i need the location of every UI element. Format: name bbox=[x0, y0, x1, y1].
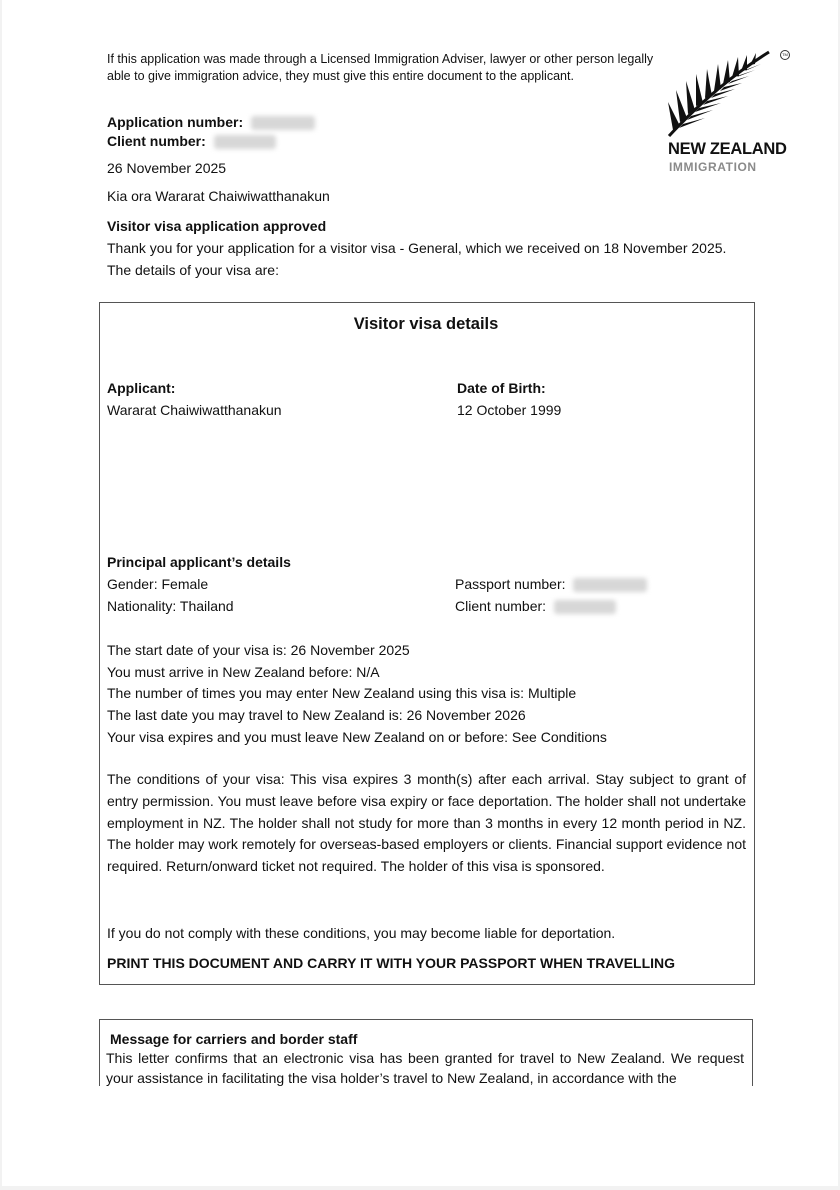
carrier-message-text: This letter confirms that an electronic visa has been granted for travel to New Zealand. We request your assistance in facilitating the visa holder’s travel to New Zealand, in accordance with the bbox=[106, 1050, 744, 1086]
nationality: Nationality: Thailand bbox=[107, 598, 234, 614]
redacted-box-client-number bbox=[554, 600, 616, 614]
letter-date: 26 November 2025 bbox=[107, 160, 227, 176]
redacted-client-number bbox=[214, 135, 276, 149]
print-notice: PRINT THIS DOCUMENT AND CARRY IT WITH YOUR PASSPORT WHEN TRAVELLING bbox=[107, 955, 676, 971]
dob-label: Date of Birth: bbox=[457, 380, 546, 396]
visa-conditions: The conditions of your visa: This visa expires 3 month(s) after each arrival. Stay subject to grant of entry permission. You must leave before visa expiry or face deportation. The holder shall not undertake employment in NZ. The holder shall not study for more than 3 months in every 12 month period in NZ. The holder may work remotely for overseas-based employers or clients. Financial support evidence not required. Return/onward ticket not required. The holder of this visa is sponsored. bbox=[107, 771, 746, 875]
details-intro: The details of your visa are: bbox=[107, 262, 279, 278]
last-travel-date: The last date you may travel to New Zealand is: 26 November 2026 bbox=[107, 707, 526, 723]
visa-letter-page bbox=[2, 0, 838, 1186]
box-client-number-label: Client number: bbox=[455, 598, 547, 614]
client-number bbox=[107, 132, 276, 150]
adviser-notice: If this application was made through a Licensed Immigration Adviser, lawyer or other person legally able to give immigration advice, they must give this entire document to the applicant. bbox=[107, 52, 654, 83]
intro-line: Thank you for your application for a visitor visa - General, which we received on 18 November 2025. bbox=[107, 240, 727, 256]
client-number-label: Client number: bbox=[107, 133, 206, 149]
logo-immigration-text: IMMIGRATION bbox=[669, 160, 757, 174]
logo-new-zealand-text: NEW ZEALAND bbox=[668, 140, 787, 158]
applicant-name: Wararat Chaiwiwatthanakun bbox=[107, 402, 282, 418]
visa-expiry: Your visa expires and you must leave New Zealand on or before: See Conditions bbox=[107, 729, 607, 745]
visa-start-date: The start date of your visa is: 26 November 2025 bbox=[107, 642, 410, 658]
visa-details-title: Visitor visa details bbox=[353, 315, 499, 333]
compliance-warning: If you do not comply with these conditions, you may become liable for deportation. bbox=[107, 925, 616, 941]
application-number bbox=[107, 113, 315, 131]
principal-applicant-heading: Principal applicant’s details bbox=[107, 554, 291, 570]
number-of-entries: The number of times you may enter New Zealand using this visa is: Multiple bbox=[107, 685, 577, 701]
arrive-before: You must arrive in New Zealand before: N/A bbox=[107, 664, 380, 680]
application-number-label: Application number: bbox=[107, 114, 244, 130]
box-client-number bbox=[455, 597, 616, 615]
carrier-message-heading: Message for carriers and border staff bbox=[110, 1031, 358, 1047]
redacted-passport-number bbox=[573, 578, 647, 592]
applicant-label: Applicant: bbox=[107, 380, 176, 396]
carrier-message-box bbox=[99, 1019, 753, 1086]
gender: Gender: Female bbox=[107, 576, 209, 592]
trademark-mark: TM bbox=[780, 50, 790, 60]
approval-heading: Visitor visa application approved bbox=[107, 218, 327, 234]
silver-fern-icon bbox=[665, 48, 777, 140]
greeting: Kia ora Wararat Chaiwiwatthanakun bbox=[107, 188, 330, 204]
redacted-application-number bbox=[251, 116, 315, 130]
nz-immigration-logo bbox=[665, 48, 790, 178]
passport-number bbox=[455, 575, 647, 593]
dob-value: 12 October 1999 bbox=[457, 402, 562, 418]
passport-number-label: Passport number: bbox=[455, 576, 566, 592]
